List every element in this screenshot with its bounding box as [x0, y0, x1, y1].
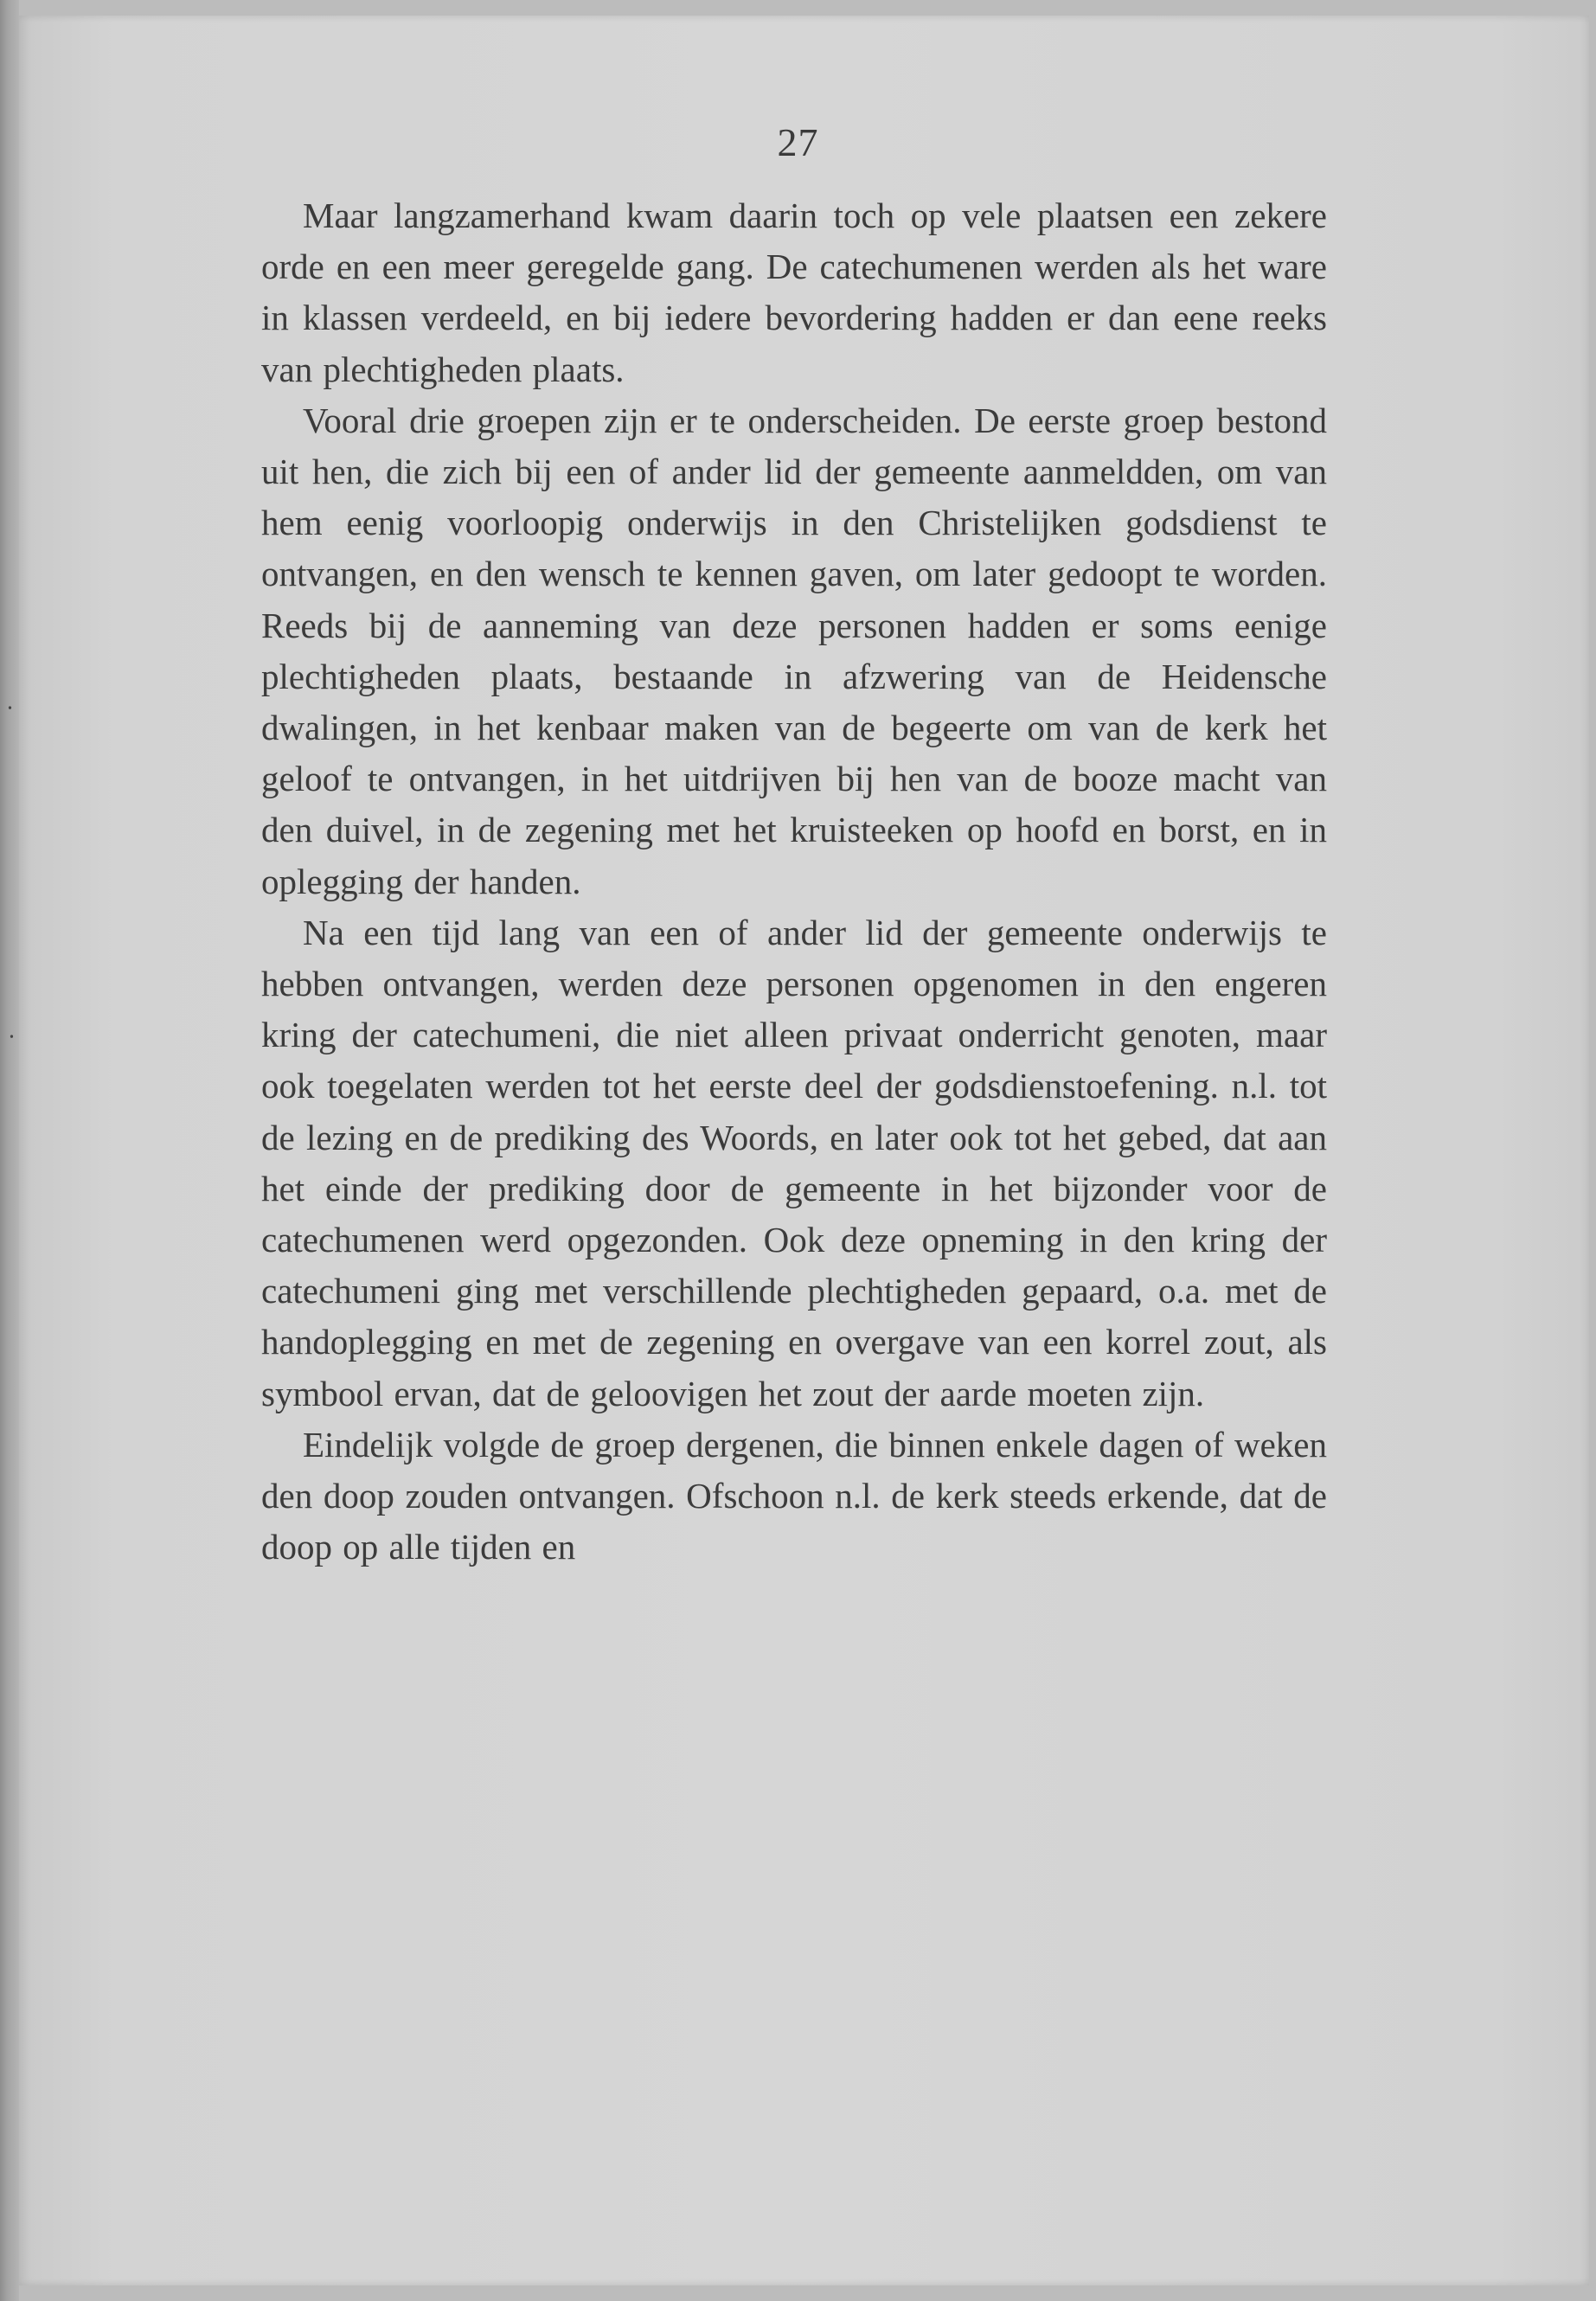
paragraph: Eindelijk volgde de groep dergenen, die binnen enkele dagen of weken den doop zouden ontvangen. Ofschoon n.l. de kerk steeds erkende, dat de doop op alle tijden en — [261, 1424, 1327, 1567]
margin-speck-icon: ⸳ — [7, 692, 13, 718]
page-number: 27 — [777, 120, 819, 164]
body-text — [261, 190, 1327, 1573]
paragraph: Vooral drie groepen zijn er te onderscheiden. De eerste groep bestond uit hen, die zich bij een of ander lid der gemeente aanmeldden, om van hem eenig voorloopig onderwijs in den Christelijken godsdienst te ontvangen, en den wensch te kennen gaven, om later gedoopt te worden. Reeds bij de aanneming van deze personen hadden er soms eenige plechtigheden plaats, bestaande in afzwering van de Heidensche dwalingen, in het kenbaar maken van de begeerte om van de kerk het geloof te ontvangen, in het uitdrijven bij hen van de booze macht van den duivel, in de zegening met het kruisteeken op hoofd en borst, en in oplegging der handen. — [261, 400, 1327, 901]
paragraph: Maar langzamerhand kwam daarin toch op vele plaatsen een zekere orde en een meer geregelde gang. De catechumenen werden als het ware in klassen verdeeld, en bij iedere bevordering hadden er dan eene reeks van plechtigheden plaats. — [261, 195, 1327, 389]
margin-speck-icon: ⸳ — [9, 1021, 15, 1047]
paragraph: Na een tijd lang van een of ander lid der gemeente onderwijs te hebben ontvangen, werden deze personen opgenomen in den engeren kring der catechumeni, die niet alleen privaat onderricht genoten, maar ook toegelaten werden tot het eerste deel der godsdienstoefening. n.l. tot de lezing en de prediking des Woords, en later ook tot het gebed, dat aan het einde der prediking door de gemeente in het bijzonder voor de catechumenen werd opgezonden. Ook deze opneming in den kring der catechumeni ging met verschillende plechtigheden gepaard, o.a. met de handoplegging en met de zegening en overgave van een korrel zout, als symbool ervan, dat de geloovigen het zout der aarde moeten zijn. — [261, 912, 1327, 1413]
binding-gutter — [0, 0, 19, 2301]
